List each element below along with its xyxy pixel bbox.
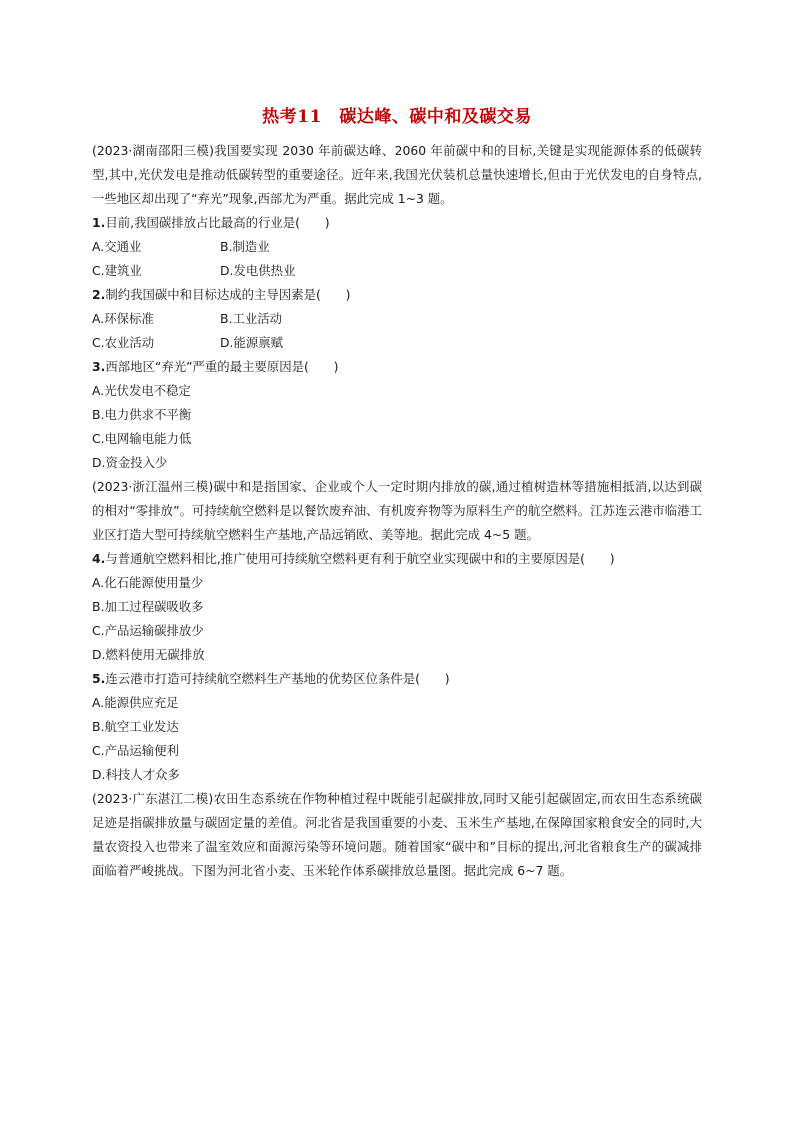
option-d: D.燃料使用无碳排放 (92, 647, 205, 662)
option-b: B.航空工业发达 (92, 719, 179, 734)
question-3 (92, 355, 702, 379)
option-d: D.能源禀赋 (220, 335, 284, 350)
question-stem: 连云港市打造可持续航空燃料生产基地的优势区位条件是( ) (105, 671, 450, 686)
option-c: C.建筑业 (92, 263, 142, 278)
option-row (92, 307, 702, 331)
option-row (92, 235, 702, 259)
option-c: C.产品运输便利 (92, 743, 179, 758)
question-1 (92, 211, 702, 235)
option-a: A.能源供应充足 (92, 695, 179, 710)
question-2 (92, 283, 702, 307)
question-stem: 目前,我国碳排放占比最高的行业是( ) (105, 215, 330, 230)
question-number: 1. (92, 215, 106, 230)
option-b: B.加工过程碳吸收多 (92, 599, 204, 614)
question-number: 2. (92, 287, 106, 302)
option-b: B.电力供求不平衡 (92, 407, 192, 422)
page-title: 热考11 碳达峰、碳中和及碳交易 (262, 107, 532, 127)
option-row (92, 259, 702, 283)
question-number: 4. (92, 551, 106, 566)
option-c: C.电网输电能力低 (92, 431, 192, 446)
question-number: 3. (92, 359, 106, 374)
passage-2: (2023·浙江温州三模)碳中和是指国家、企业或个人一定时期内排放的碳,通过植树造林等措施相抵消,以达到碳的相对“零排放”。可持续航空燃料是以餐饮废弃油、有机废弃物等为原料生产的航空燃料。江苏连云港市临港工业区打造大型可持续航空燃料生产基地,产品远销欧、美等地。据此完成 4~5 题。 (92, 479, 702, 542)
question-stem: 与普通航空燃料相比,推广使用可持续航空燃料更有利于航空业实现碳中和的主要原因是( ) (105, 551, 615, 566)
option-a: A.光伏发电不稳定 (92, 383, 191, 398)
passage-1: (2023·湖南邵阳三模)我国要实现 2030 年前碳达峰、2060 年前碳中和的目标,关键是实现能源体系的低碳转型,其中,光伏发电是推动低碳转型的重要途径。近年来,我国光伏装机总量快速增长,但由于光伏发电的自身特点,一些地区却出现了“弃光”现象,西部尤为严重。据此完成 1~3 题。 (92, 143, 702, 206)
option-a: A.化石能源使用量少 (92, 575, 204, 590)
option-a: A.交通业 (92, 239, 142, 254)
question-4 (92, 547, 702, 571)
option-c: C.农业活动 (92, 335, 155, 350)
option-c: C.产品运输碳排放少 (92, 623, 204, 638)
question-stem: 制约我国碳中和目标达成的主导因素是( ) (105, 287, 351, 302)
passage-3: (2023·广东湛江二模)农田生态系统在作物种植过程中既能引起碳排放,同时又能引起碳固定,而农田生态系统碳足迹是指碳排放量与碳固定量的差值。河北省是我国重要的小麦、玉米生产基地,在保障国家粮食安全的同时,大量农资投入也带来了温室效应和面源污染等环境问题。随着国家“碳中和”目标的提出,河北省粮食生产的碳减排面临着严峻挑战。下图为河北省小麦、玉米轮作体系碳排放总量图。据此完成 6~7 题。 (92, 791, 702, 878)
option-b: B.制造业 (220, 239, 270, 254)
option-d: D.资金投入少 (92, 455, 168, 470)
option-a: A.环保标准 (92, 311, 154, 326)
question-5 (92, 667, 702, 691)
option-b: B.工业活动 (220, 311, 283, 326)
question-stem: 西部地区“弃光”严重的最主要原因是( ) (105, 359, 339, 374)
document-page (92, 105, 702, 883)
option-d: D.科技人才众多 (92, 767, 180, 782)
option-row (92, 331, 702, 355)
question-number: 5. (92, 671, 106, 686)
option-d: D.发电供热业 (220, 263, 296, 278)
